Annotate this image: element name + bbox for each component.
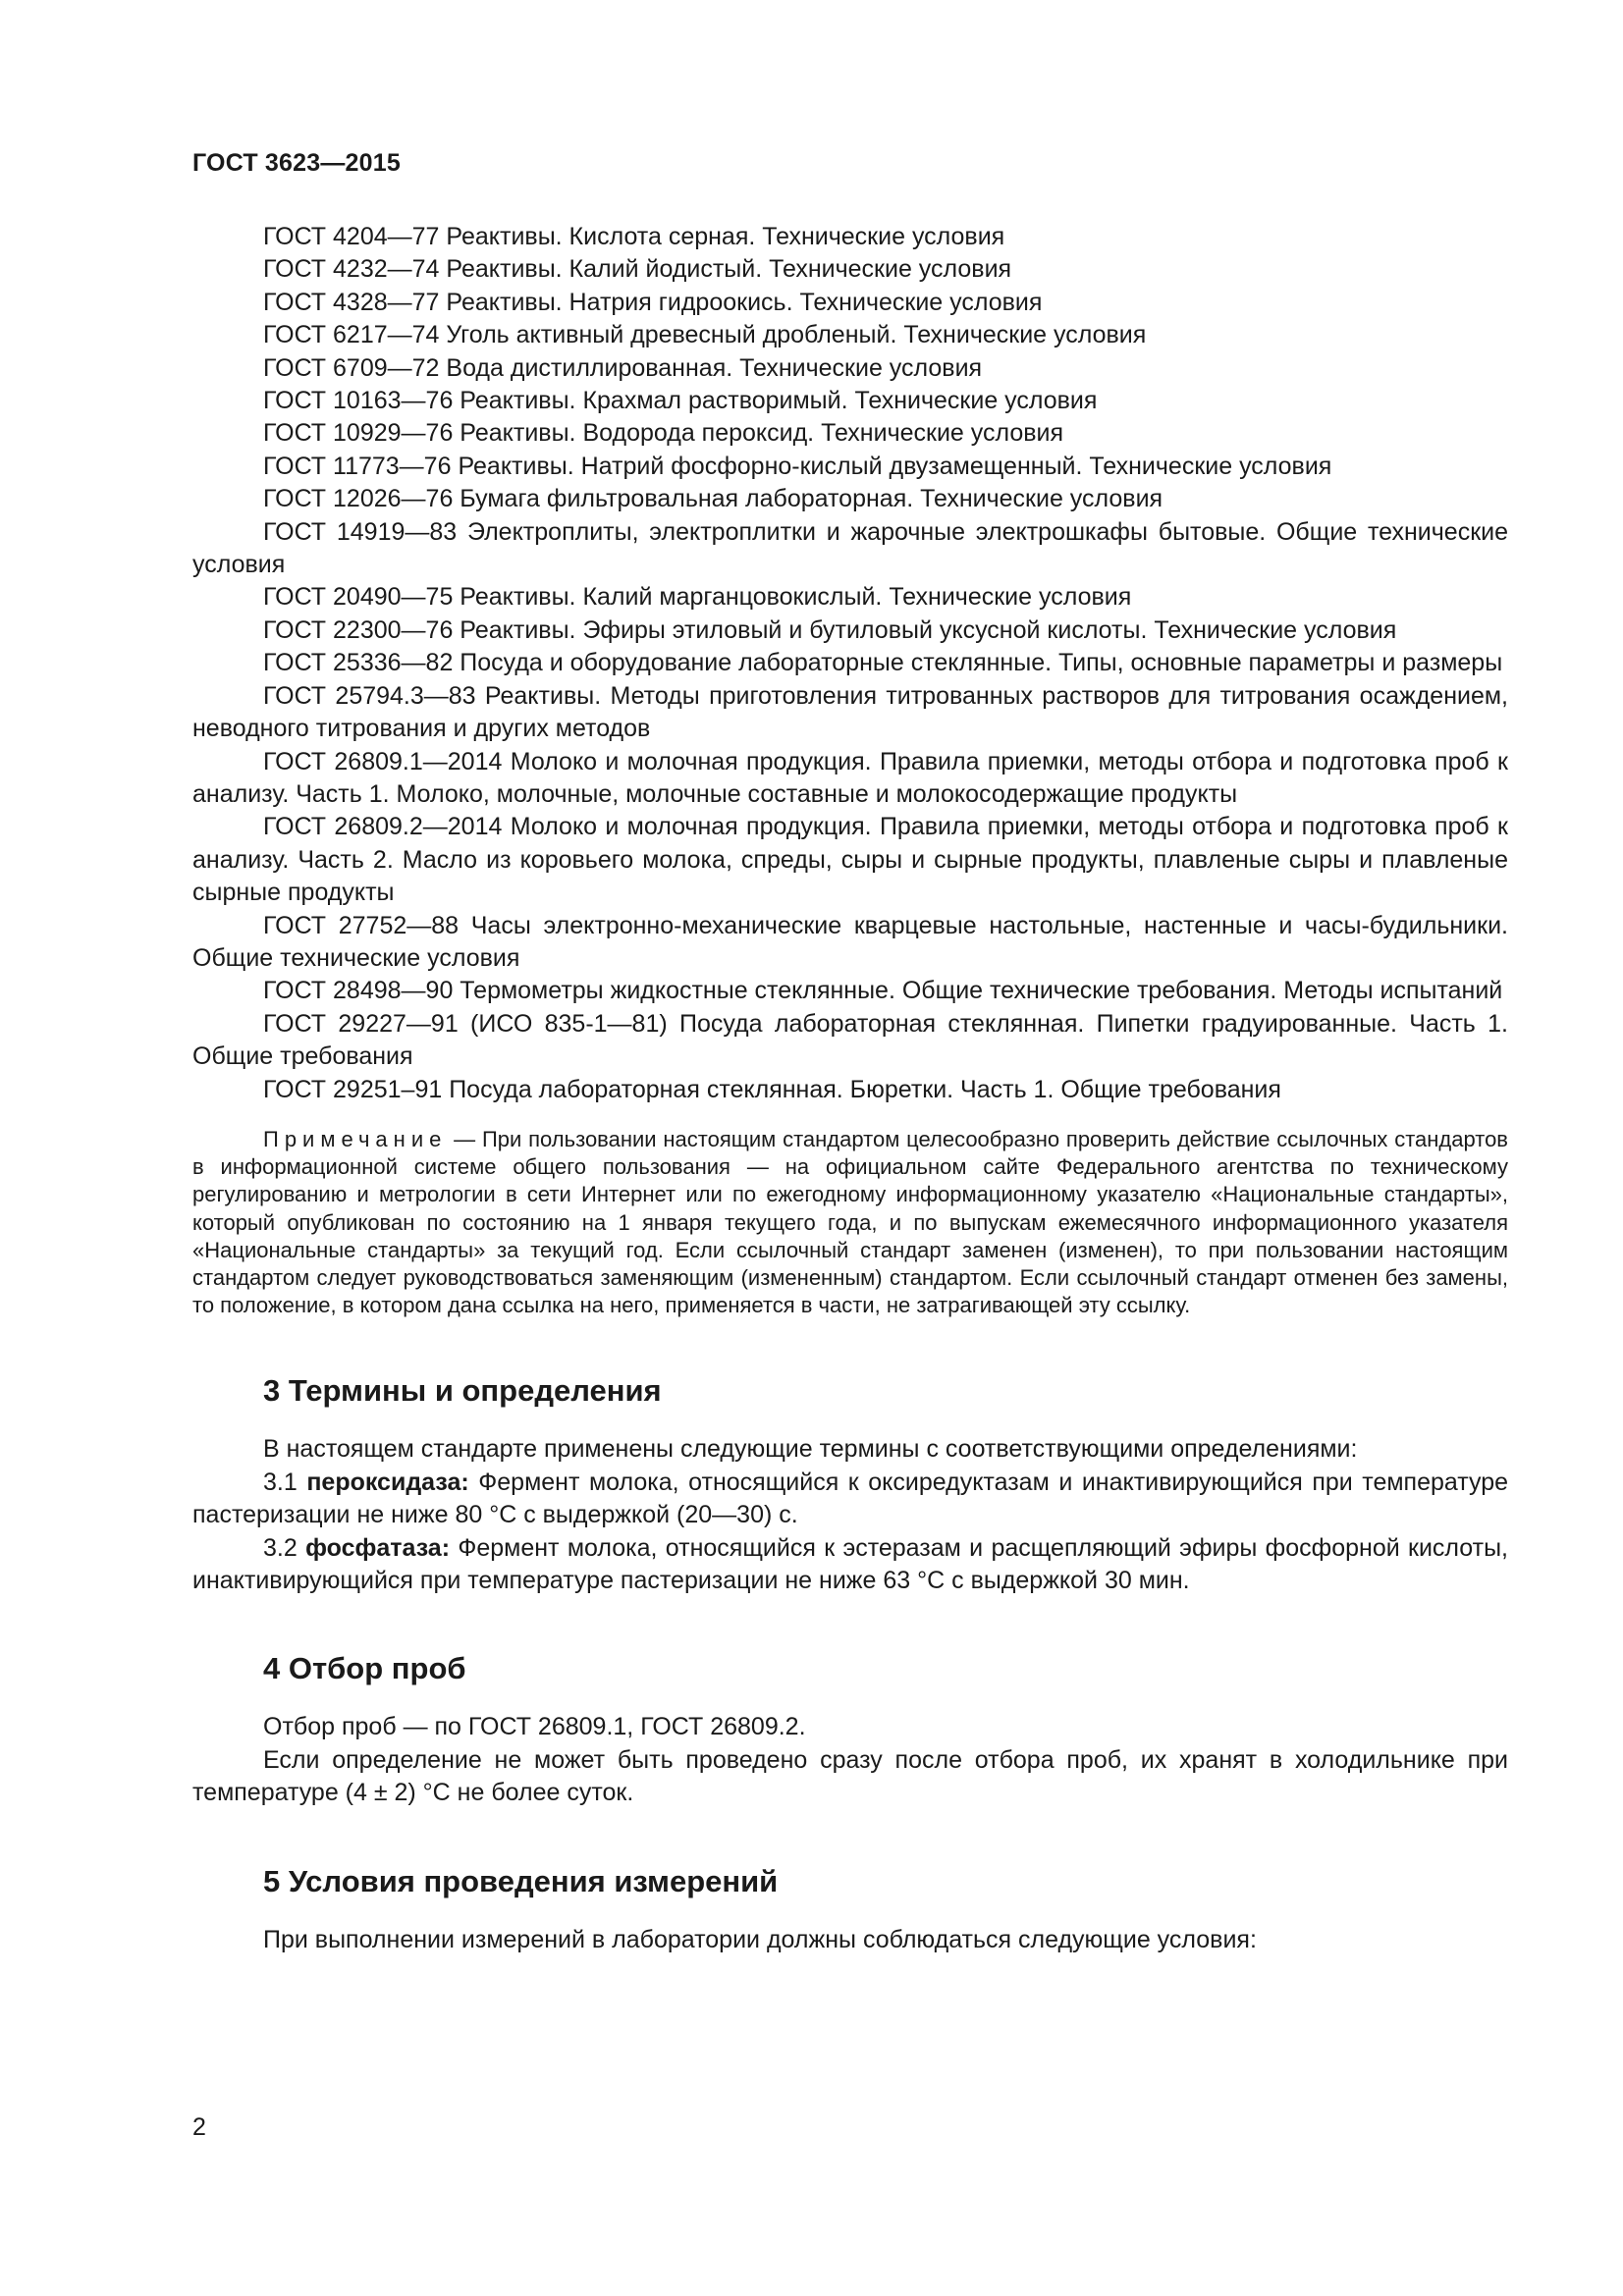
reference-item: ГОСТ 4328—77 Реактивы. Натрия гидроокись. Технические условия — [263, 288, 1043, 316]
reference-item: ГОСТ 14919—83 Электроплиты, электроплитки и жарочные электрошкафы бытовые. Общие технические условия — [192, 517, 1508, 579]
reference-item: ГОСТ 25336—82 Посуда и оборудование лабораторные стеклянные. Типы, основные параметры и размеры — [263, 649, 1503, 677]
reference-item: ГОСТ 20490—75 Реактивы. Калий марганцовокислый. Технические условия — [263, 583, 1132, 612]
reference-item: ГОСТ 12026—76 Бумага фильтровальная лабораторная. Технические условия — [263, 485, 1163, 513]
note-label: Примечание — [263, 1126, 448, 1151]
reference-item: ГОСТ 29227—91 (ИСО 835-1—81) Посуда лабораторная стеклянная. Пипетки градуированные. Часть 1. Общие требования — [192, 1009, 1508, 1071]
section-paragraph: Отбор проб — по ГОСТ 26809.1, ГОСТ 26809.2. — [263, 1713, 806, 1741]
term-number: 3.2 — [263, 1533, 306, 1562]
reference-item: ГОСТ 10163—76 Реактивы. Крахмал растворимый. Технические условия — [263, 387, 1098, 415]
reference-item: ГОСТ 25794.3—83 Реактивы. Методы приготовления титрованных растворов для титрования осаждением, неводного титрования и других методов — [192, 681, 1508, 743]
reference-item: ГОСТ 4204—77 Реактивы. Кислота серная. Технические условия — [263, 223, 1005, 250]
note-text: — При пользовании настоящим стандартом целесообразно проверить действие ссылочных стандартов в информационной системе общего пользования — на официальном сайте Федерального агентства по техническому регулированию и метрологии в сети Интернет или по ежегодному информационному указателю «Национальные стандарты», который опубликован по состоянию на 1 января текущего года, и по выпускам ежемесячного информационного указателя «Национальные стандарты» за текущий год. Если ссылочный стандарт заменен (изменен), то при пользовании настоящим стандартом следует руководствоваться заменяющим (измененным) стандартом. Если ссылочный стандарт отменен без замены, то положение, в котором дана ссылка на него, применяется в части, не затрагивающей эту ссылку. — [192, 1126, 1508, 1318]
term-text: Фермент молока, относящийся к оксиредуктазам и инактивирующийся при температуре пастеризации не ниже 80 °С с выдержкой (20—30) с. — [192, 1468, 1509, 1529]
section-paragraph: В настоящем стандарте применены следующие термины с соответствующими определениями: — [263, 1435, 1358, 1464]
reference-item: ГОСТ 26809.2—2014 Молоко и молочная продукция. Правила приемки, методы отбора и подготовка проб к анализу. Часть 2. Масло из коровьего молока, спреды, сыры и сырные продукты, плавленые сыры и плавленые сырные продукты — [192, 813, 1508, 907]
page-number: 2 — [192, 2113, 206, 2141]
reference-item: ГОСТ 28498—90 Термометры жидкостные стеклянные. Общие технические требования. Методы испытаний — [263, 977, 1503, 1005]
page-content — [192, 221, 1508, 1956]
term-text: Фермент молока, относящийся к эстеразам и расщепляющий эфиры фосфорной кислоты, инактивирующийся при температуре пастеризации не ниже 63 °С с выдержкой 30 мин. — [192, 1533, 1508, 1595]
reference-item: ГОСТ 26809.1—2014 Молоко и молочная продукция. Правила приемки, методы отбора и подготовка проб к анализу. Часть 1. Молоко, молочные, молочные составные и молокосодержащие продукты — [192, 747, 1508, 808]
term-definition — [192, 1532, 1508, 1598]
term-definition — [192, 1467, 1508, 1532]
reference-item: ГОСТ 10929—76 Реактивы. Водорода пероксид. Технические условия — [263, 419, 1064, 448]
reference-item: ГОСТ 6217—74 Уголь активный древесный дробленый. Технические условия — [263, 321, 1147, 349]
section-paragraph: Если определение не может быть проведено сразу после отбора проб, их хранят в холодильнике при температуре (4 ± 2) °С не более суток. — [192, 1745, 1508, 1807]
section-title: 5 Условия проведения измерений — [263, 1863, 779, 1898]
reference-item: ГОСТ 6709—72 Вода дистиллированная. Технические условия — [263, 353, 983, 382]
reference-item: ГОСТ 11773—76 Реактивы. Натрий фосфорно-кислый двузамещенный. Технические условия — [263, 452, 1332, 480]
section-conditions — [192, 1864, 1508, 1956]
section-paragraph: При выполнении измерений в лаборатории должны соблюдаться следующие условия: — [263, 1925, 1257, 1953]
reference-item: ГОСТ 4232—74 Реактивы. Калий йодистый. Технические условия — [263, 255, 1012, 284]
section-title: 3 Термины и определения — [263, 1373, 662, 1409]
note-paragraph — [192, 1126, 1508, 1319]
term-number: 3.1 — [263, 1468, 307, 1496]
term-name: пероксидаза: — [306, 1468, 469, 1496]
document-header: ГОСТ 3623—2015 — [192, 149, 401, 177]
section-title: 4 Отбор проб — [263, 1651, 466, 1686]
references-list — [192, 221, 1508, 1106]
reference-item: ГОСТ 29251–91 Посуда лабораторная стеклянная. Бюретки. Часть 1. Общие требования — [263, 1075, 1281, 1103]
reference-item: ГОСТ 27752—88 Часы электронно-механические кварцевые настольные, настенные и часы-будильники. Общие технические условия — [192, 911, 1508, 972]
reference-item: ГОСТ 22300—76 Реактивы. Эфиры этиловый и бутиловый уксусной кислоты. Технические условия — [263, 615, 1397, 644]
term-name: фосфатаза: — [305, 1533, 451, 1562]
section-terms — [192, 1373, 1508, 1597]
section-sampling — [192, 1651, 1508, 1809]
